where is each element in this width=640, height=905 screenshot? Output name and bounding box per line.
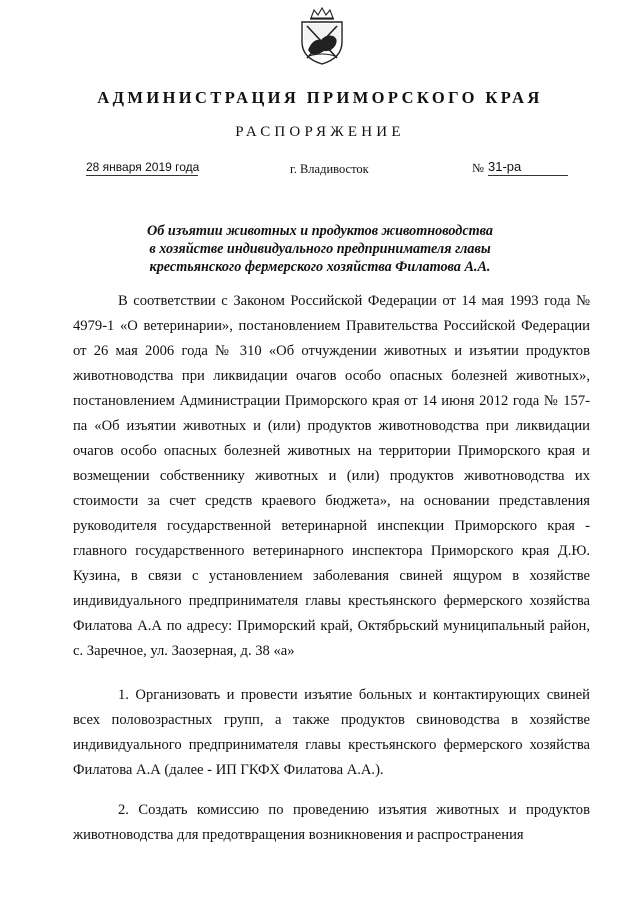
document-type: РАСПОРЯЖЕНИЕ — [235, 124, 405, 140]
document-number: 31-ра — [488, 159, 568, 176]
body-paragraph-item-1: 1. Организовать и провести изъятие больных и контактирующих свиней всех половозрастных групп, а также продуктов свиноводства в хозяйстве индивидуального предпринимателя главы крестьянского фермерского хозяйства Филатова А.А (далее - ИП ГКФХ Филатова А.А.). — [73, 687, 590, 778]
administration-title: АДМИНИСТРАЦИЯ ПРИМОРСКОГО КРАЯ — [97, 88, 543, 107]
body-paragraph-preamble: В соответствии с Законом Российской Федерации от 14 мая 1993 года № 4979-1 «О ветеринарии», постановлением Правительства Российской Федерации от 26 мая 2006 года № 310 «Об отчуждении животных и изъятии продуктов животноводства при ликвидации очагов особо опасных болезней животных», постановлением Администрации Приморского края от 14 июня 2012 года № 157-па «Об изъятии животных и (или) продуктов животноводства при ликвидации очагов особо опасных болезней животных на территории Приморского края и возмещении собственнику животных и (или) продуктов животноводства их стоимости за счет средств краевого бюджета», на основании представления руководителя государственной ветеринарной инспекции Приморского края - главного государственного ветеринарного инспектора Приморского края Д.Ю. Кузина, в связи с установлением заболевания свиней ящуром в хозяйстве индивидуального предпринимателя главы крестьянского фермерского хозяйства Филатова А.А по адресу: Приморский край, Октябрьский муниципальный район, с. Заречное, ул. Заозерная, д. 38 «а» — [73, 293, 590, 659]
document-date: 28 января 2019 года — [86, 160, 200, 174]
document-number-label: № — [472, 161, 484, 175]
document-heading-line: в хозяйстве индивидуального предпринимателя главы — [149, 241, 491, 257]
document-heading-line: Об изъятии животных и продуктов животноводства — [146, 223, 494, 239]
body-paragraph-item-2: 2. Создать комиссию по проведению изъятия животных и продуктов животноводства для предотвращения возникновения и распространения — [73, 802, 590, 843]
coat-of-arms-icon — [297, 6, 347, 66]
document-meta-row — [0, 160, 640, 184]
document-heading — [0, 222, 640, 276]
document-city: г. Владивосток — [290, 162, 369, 176]
document-heading-line: крестьянского фермерского хозяйства Филатова А.А. — [149, 259, 491, 275]
